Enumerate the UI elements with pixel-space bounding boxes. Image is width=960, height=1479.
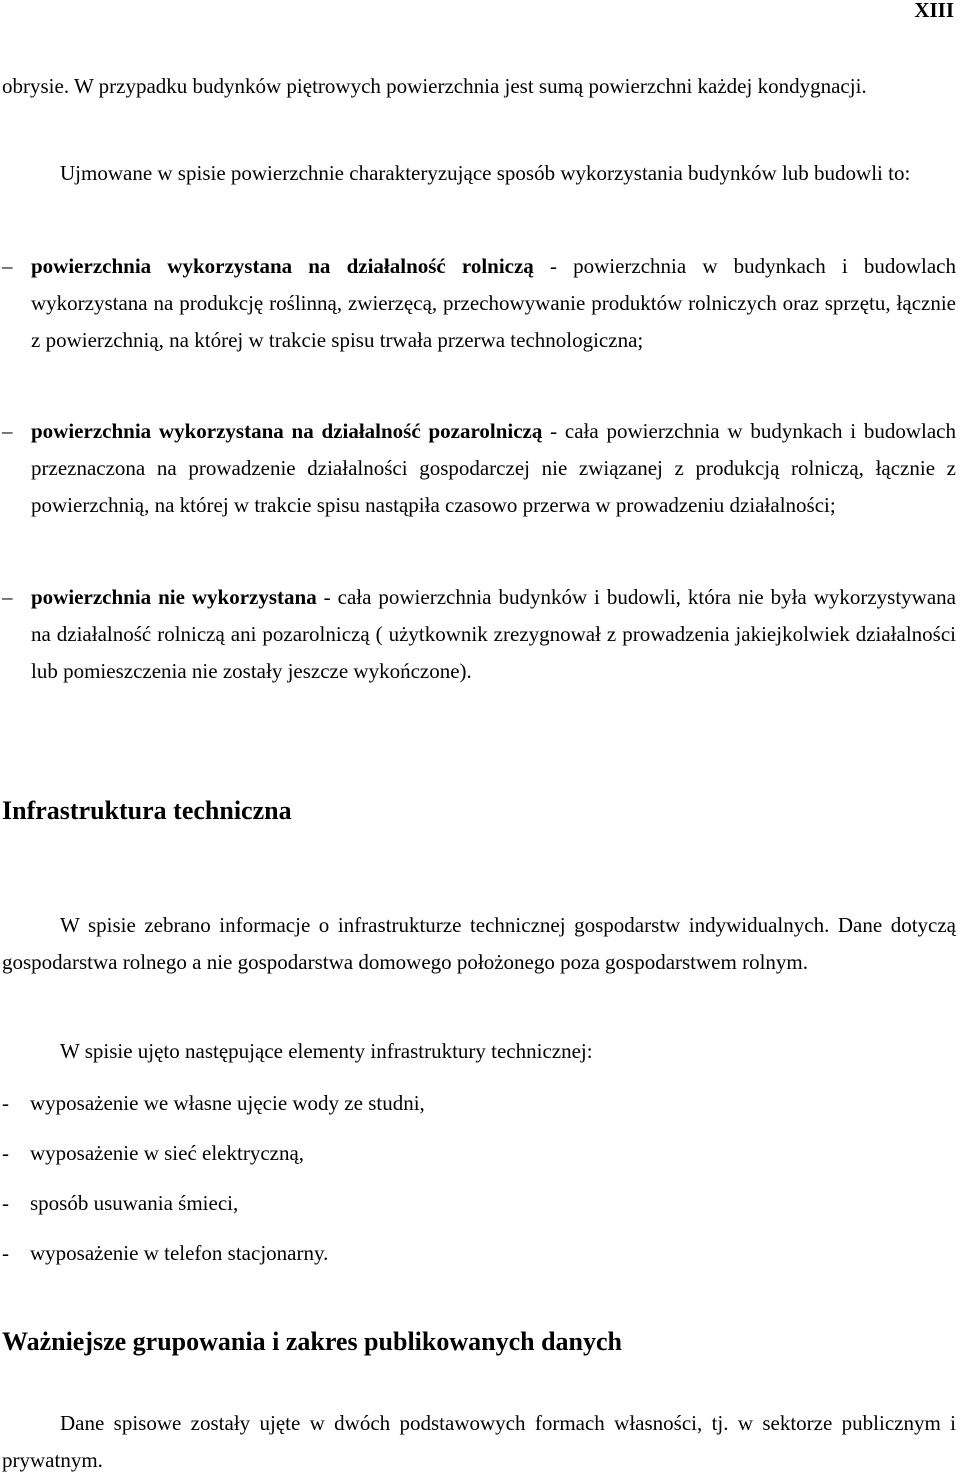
- definition-body: [31, 579, 956, 690]
- list-item-text: wyposażenie w sieć elektryczną,: [30, 1141, 305, 1165]
- definition-item-unused: [2, 579, 956, 690]
- paragraph-infrastructure-2: W spisie ujęto następujące elementy infrastruktury technicznej:: [60, 1039, 593, 1063]
- definition-item-agricultural: [2, 248, 956, 359]
- page-number: XIII: [914, 0, 954, 22]
- paragraph-top: obrysie. W przypadku budynków piętrowych powierzchnia jest sumą powierzchni każdej kondygnacji.: [2, 74, 867, 98]
- hyphen-bullet: -: [2, 1241, 9, 1265]
- dash-bullet: –: [2, 254, 13, 278]
- list-item: [2, 1238, 328, 1268]
- section-heading-infrastructure: Infrastruktura techniczna: [2, 796, 292, 825]
- hyphen-bullet: -: [2, 1141, 9, 1165]
- list-item-text: wyposażenie we własne ujęcie wody ze studni,: [30, 1091, 425, 1115]
- definition-text: - powierzchnia w budynkach i budowlach wykorzystana na produkcję roślinną, zwierzęcą, przechowywanie produktów rolniczych oraz sprzętu, łącznie z powierzchnią, na której w trakcie spisu trwała przerwa technologiczna;: [31, 254, 956, 352]
- dash-bullet: –: [2, 585, 13, 609]
- list-item: [2, 1188, 238, 1218]
- paragraph-intro: Ujmowane w spisie powierzchnie charakteryzujące sposób wykorzystania budynków lub budowli to:: [60, 161, 911, 185]
- definition-body: [31, 413, 956, 524]
- definition-text: - cała powierzchnia w budynkach i budowlach przeznaczona na prowadzenie działalności gospodarczej nie związanej z produkcją rolniczą, łącznie z powierzchnią, na której w trakcie spisu nastąpiła czasowo przerwa w prowadzeniu działalności;: [31, 419, 956, 517]
- definition-text: - cała powierzchnia budynków i budowli, która nie była wykorzystywana na działalność rolniczą ani pozarolniczą ( użytkownik zrezygnował z prowadzenia jakiejkolwiek działalności lub pomieszczenia nie zostały jeszcze wykończone).: [31, 585, 956, 683]
- hyphen-bullet: -: [2, 1191, 9, 1215]
- list-item: [2, 1088, 425, 1118]
- definition-term: powierzchnia wykorzystana na działalność rolniczą: [31, 254, 534, 278]
- paragraph-infrastructure-1: W spisie zebrano informacje o infrastrukturze technicznej gospodarstw indywidualnych. Dane dotyczą gospodarstwa rolnego a nie gospodarstwa domowego położonego poza gospodarstwem rolnym.: [2, 913, 956, 974]
- definition-item-non-agricultural: [2, 413, 956, 524]
- section-heading-groupings: Ważniejsze grupowania i zakres publikowanych danych: [2, 1327, 623, 1356]
- list-item-text: sposób usuwania śmieci,: [30, 1191, 239, 1215]
- hyphen-bullet: -: [2, 1091, 9, 1115]
- list-item: [2, 1138, 304, 1168]
- definition-term: powierzchnia nie wykorzystana: [31, 585, 317, 609]
- definition-body: [31, 248, 956, 359]
- definition-term: powierzchnia wykorzystana na działalność pozarolniczą: [31, 419, 543, 443]
- dash-bullet: –: [2, 419, 13, 443]
- list-item-text: wyposażenie w telefon stacjonarny.: [30, 1241, 329, 1265]
- paragraph-groupings: Dane spisowe zostały ujęte w dwóch podstawowych formach własności, tj. w sektorze publicznym i prywatnym.: [2, 1411, 956, 1472]
